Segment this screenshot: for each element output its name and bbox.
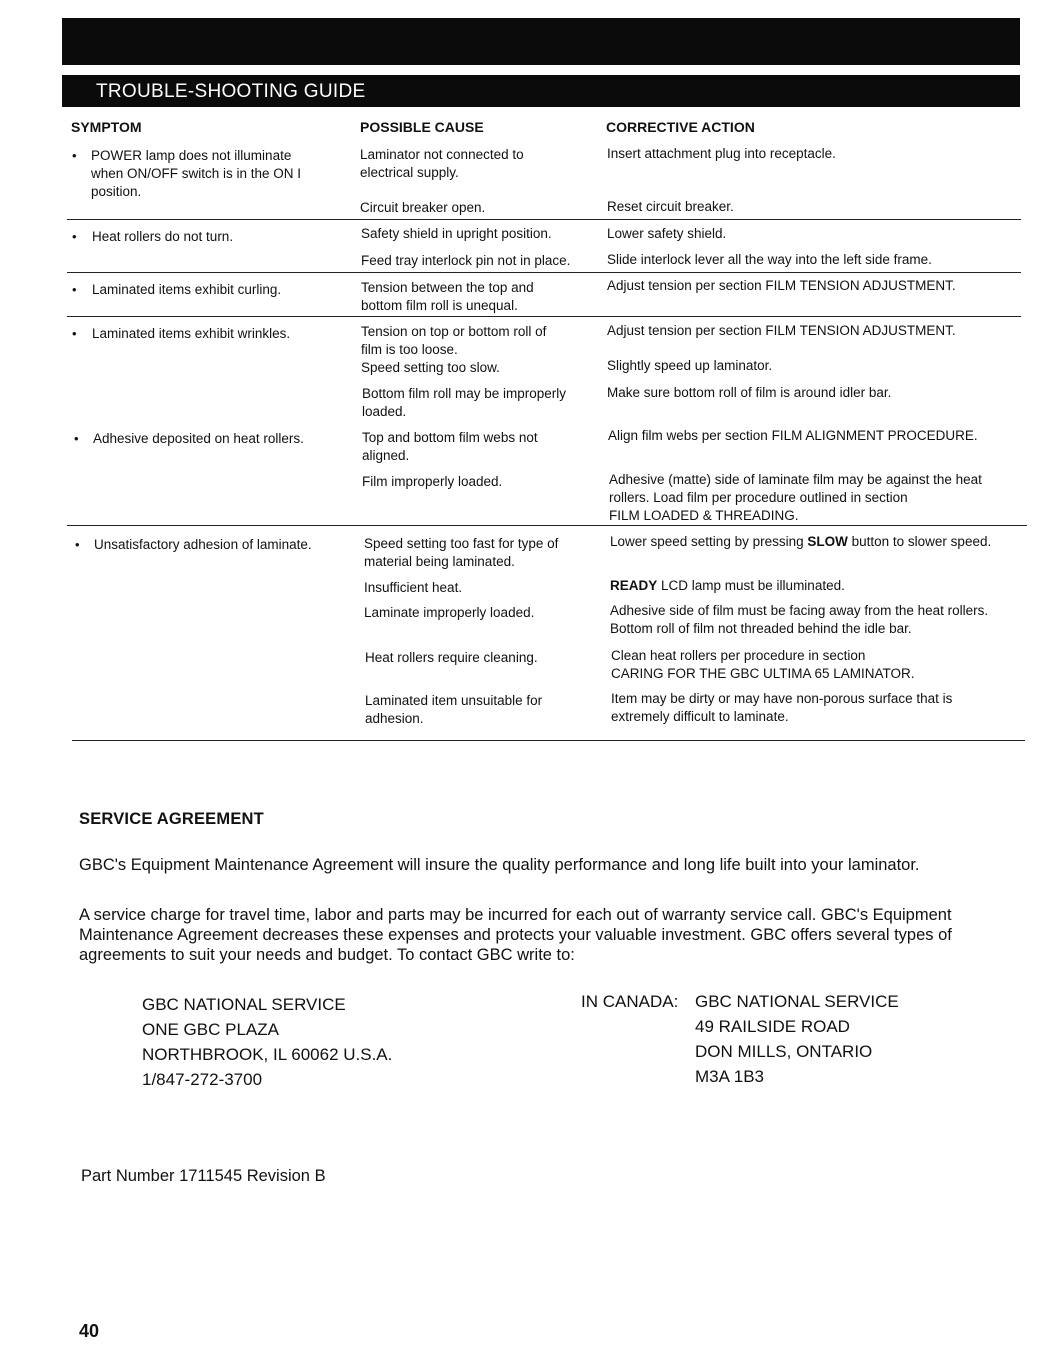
action-text: Slide interlock lever all the way into the left side frame.	[607, 252, 932, 267]
action-text: Adjust tension per section FILM TENSION ADJUSTMENT.	[607, 323, 956, 338]
cause-text: film is too loose.	[361, 342, 458, 357]
cause-text: Feed tray interlock pin not in place.	[361, 253, 571, 268]
action-text: Clean heat rollers per procedure in section	[611, 648, 866, 663]
row-divider	[67, 525, 1027, 526]
action-text: Bottom roll of film not threaded behind the idle bar.	[610, 621, 912, 636]
bullet: •	[72, 326, 77, 341]
service-paragraph-2-line: agreements to suit your needs and budget. To contact GBC write to:	[79, 946, 575, 964]
cause-text: Speed setting too fast for type of	[364, 536, 559, 551]
part-number: Part Number 1711545 Revision B	[81, 1167, 326, 1185]
page-number: 40	[79, 1321, 100, 1341]
cause-text: adhesion.	[365, 711, 424, 726]
symptom-text: Adhesive deposited on heat rollers.	[93, 431, 304, 446]
cause-text: aligned.	[362, 448, 410, 463]
bullet: •	[74, 431, 79, 446]
action-text: Adhesive (matte) side of laminate film may be against the heat	[609, 472, 982, 487]
us-address-line: GBC NATIONAL SERVICE	[142, 995, 346, 1014]
action-text: extremely difficult to laminate.	[611, 709, 789, 724]
row-divider	[67, 316, 1021, 317]
action-text: Insert attachment plug into receptacle.	[607, 146, 836, 161]
cause-text: Insufficient heat.	[364, 580, 463, 595]
cause-text: Safety shield in upright position.	[361, 226, 552, 241]
us-address-line: NORTHBROOK, IL 60062 U.S.A.	[142, 1045, 393, 1064]
action-text: Item may be dirty or may have non-porous surface that is	[611, 691, 953, 706]
action-text: CARING FOR THE GBC ULTIMA 65 LAMINATOR.	[611, 666, 915, 681]
action-text: Make sure bottom roll of film is around idler bar.	[607, 385, 892, 400]
action-text: Align film webs per section FILM ALIGNMENT PROCEDURE.	[608, 428, 978, 443]
top-black-bar	[62, 18, 1020, 65]
action-text: Reset circuit breaker.	[607, 199, 734, 214]
cause-text: Tension between the top and	[361, 280, 534, 295]
header-corrective-action: CORRECTIVE ACTION	[606, 119, 755, 135]
cause-text: Speed setting too slow.	[361, 360, 500, 375]
cause-text: loaded.	[362, 404, 407, 419]
slow-keyword: SLOW	[807, 534, 848, 549]
symptom-text: Heat rollers do not turn.	[92, 229, 234, 244]
header-possible-cause: POSSIBLE CAUSE	[360, 119, 484, 135]
bullet: •	[75, 537, 80, 552]
cause-text: material being laminated.	[364, 554, 515, 569]
cause-text: Laminator not connected to	[360, 147, 524, 162]
section-title-bar	[62, 75, 1020, 107]
action-text: FILM LOADED & THREADING.	[609, 508, 799, 523]
action-text	[610, 577, 845, 595]
bullet: •	[72, 282, 77, 297]
symptom-text: Unsatisfactory adhesion of laminate.	[94, 537, 312, 552]
service-agreement-title: SERVICE AGREEMENT	[79, 810, 264, 828]
action-text: Adhesive side of film must be facing away from the heat rollers.	[610, 603, 989, 618]
cause-text: electrical supply.	[360, 165, 459, 180]
us-address-line: 1/847-272-3700	[142, 1070, 263, 1089]
symptom-text: position.	[91, 184, 142, 199]
symptom-text: POWER lamp does not illuminate	[91, 148, 292, 163]
section-title: TROUBLE-SHOOTING GUIDE	[96, 81, 366, 102]
table-bottom-rule	[72, 740, 1025, 741]
cause-text: Heat rollers require cleaning.	[365, 650, 538, 665]
cause-text: Laminated item unsuitable for	[365, 693, 543, 708]
canada-address-line: 49 RAILSIDE ROAD	[695, 1017, 850, 1036]
service-paragraph-2-line: A service charge for travel time, labor and parts may be incurred for each out of warranty service call. GBC's Equipment	[79, 906, 952, 924]
cause-text: Circuit breaker open.	[360, 200, 486, 215]
cause-text: Film improperly loaded.	[362, 474, 503, 489]
action-text-part: button to slower speed.	[847, 534, 992, 549]
service-paragraph-1: GBC's Equipment Maintenance Agreement will insure the quality performance and long life built into your laminator.	[79, 856, 920, 874]
cause-text: Bottom film roll may be improperly	[362, 386, 567, 401]
cause-text: Tension on top or bottom roll of	[361, 324, 547, 339]
symptom-text: when ON/OFF switch is in the ON I	[91, 166, 302, 181]
us-address-line: ONE GBC PLAZA	[142, 1020, 279, 1039]
action-text: Adjust tension per section FILM TENSION ADJUSTMENT.	[607, 278, 956, 293]
bullet: •	[72, 148, 77, 163]
canada-address	[695, 989, 899, 1089]
canada-address-line: DON MILLS, ONTARIO	[695, 1042, 873, 1061]
action-text: Slightly speed up laminator.	[607, 358, 773, 373]
canada-label: IN CANADA:	[581, 992, 679, 1011]
header-symptom: SYMPTOM	[71, 119, 142, 135]
service-paragraph-2-line: Maintenance Agreement decreases these expenses and protects your valuable investment. GBC offers several types of	[79, 926, 952, 944]
ready-keyword: READY	[610, 578, 658, 593]
us-address	[142, 992, 392, 1092]
action-text	[610, 533, 991, 551]
canada-address-line: M3A 1B3	[695, 1067, 764, 1086]
action-text-part: Lower speed setting by pressing	[610, 534, 808, 549]
row-divider	[67, 272, 1021, 273]
cause-text: Laminate improperly loaded.	[364, 605, 535, 620]
action-text: Lower safety shield.	[607, 226, 727, 241]
canada-address-line: GBC NATIONAL SERVICE	[695, 992, 899, 1011]
cause-text: bottom film roll is unequal.	[361, 298, 518, 313]
symptom-text: Laminated items exhibit curling.	[92, 282, 282, 297]
row-divider	[67, 219, 1021, 220]
action-text-part: LCD lamp must be illuminated.	[657, 578, 845, 593]
bullet: •	[72, 229, 77, 244]
cause-text: Top and bottom film webs not	[362, 430, 538, 445]
action-text: rollers. Load film per procedure outlined in section	[609, 490, 908, 505]
symptom-text: Laminated items exhibit wrinkles.	[92, 326, 291, 341]
